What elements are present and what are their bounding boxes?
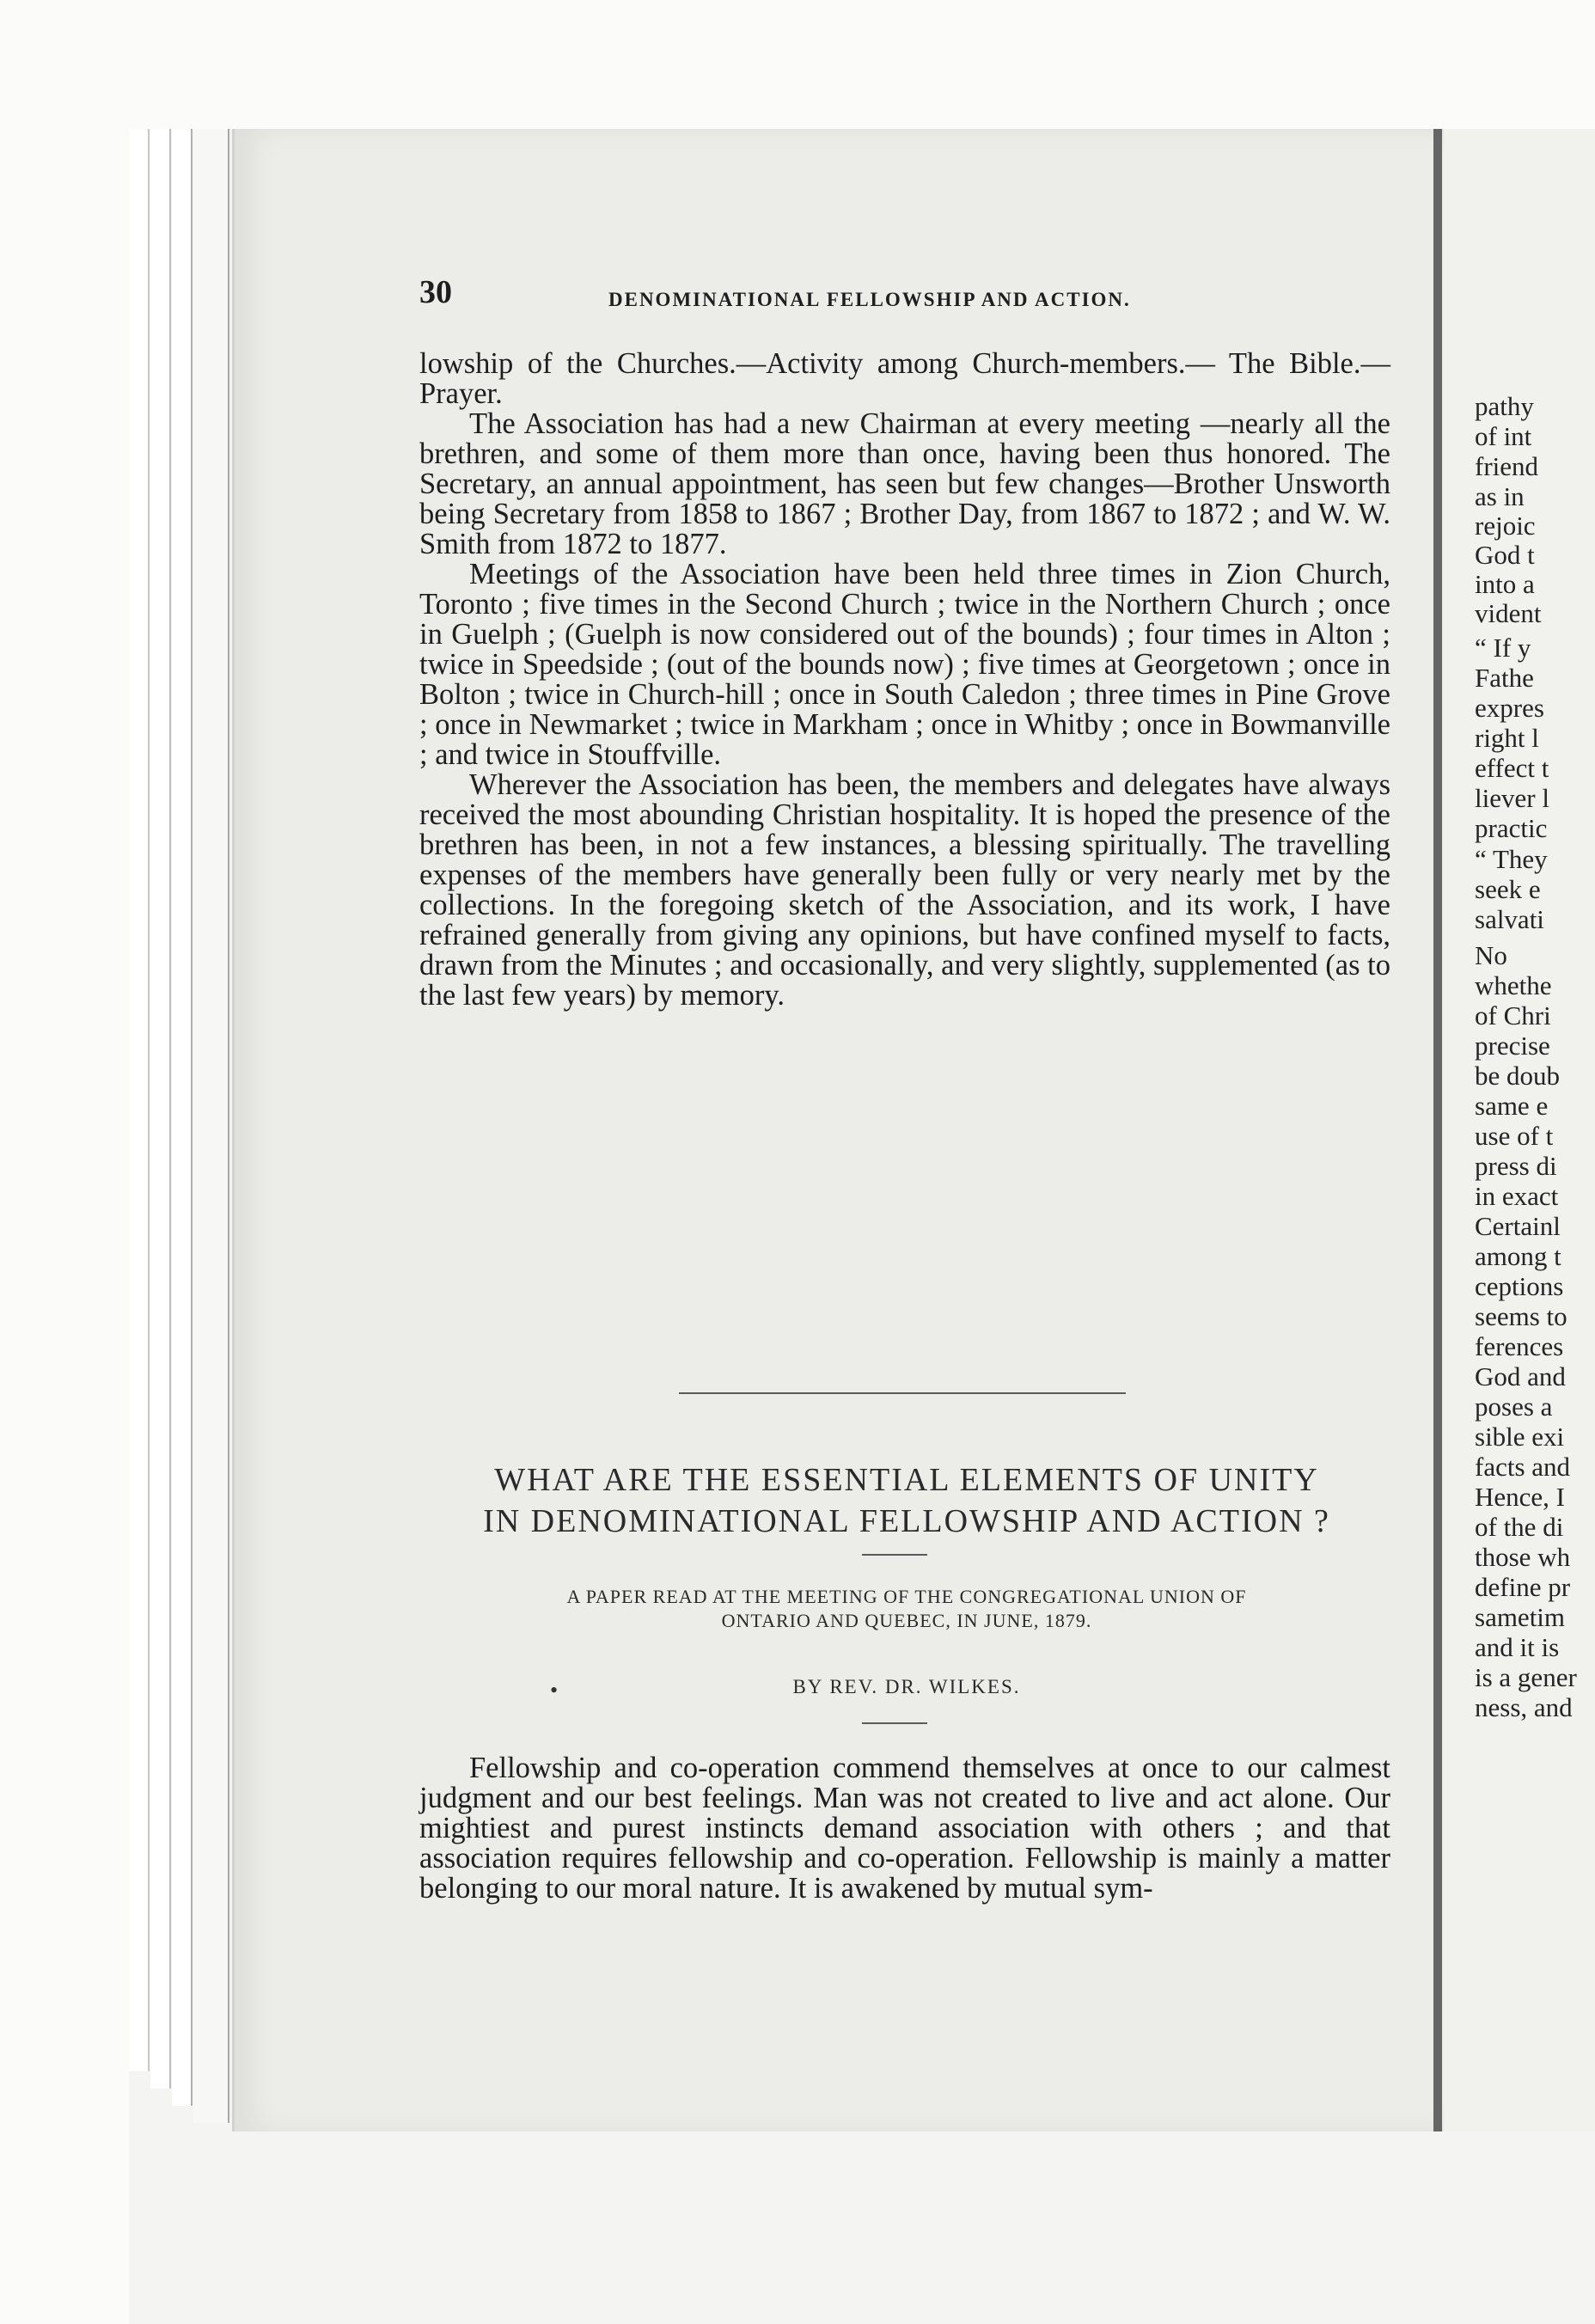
article-body <box>419 1753 1390 1904</box>
facing-page-line: into a <box>1475 569 1535 599</box>
facing-page-line: of Chri <box>1475 1000 1551 1031</box>
article-byline: BY REV. DR. WILKES. <box>792 1676 1021 1697</box>
facing-page-line: seems to <box>1475 1301 1568 1331</box>
facing-page-line: of int <box>1475 421 1532 451</box>
facing-page-line: Hence, I <box>1475 1482 1565 1512</box>
facing-page-line: effect t <box>1475 753 1549 783</box>
facing-page-line: facts and <box>1475 1452 1571 1482</box>
body-top-section <box>419 349 1390 1011</box>
facing-page-line: ness, and <box>1475 1692 1573 1722</box>
paragraph: Fellowship and co-operation commend themselves at once to our calmest judgment and our best feelings. Man was not created to live and act alone. Our mightiest and purest instincts demand association with others ; and that association requires fellowship and co-operation. Fellowship is mainly a matter belonging to our moral nature. It is awakened by mutual sym- <box>419 1752 1390 1905</box>
facing-page-line: among t <box>1475 1241 1561 1271</box>
section-divider <box>679 1392 1126 1394</box>
facing-page-line: liever l <box>1475 783 1549 813</box>
facing-page-line: ceptions <box>1475 1271 1564 1301</box>
facing-page-line: ferences <box>1475 1331 1564 1361</box>
facing-page-line: precise <box>1475 1031 1550 1061</box>
facing-page-line: as in <box>1475 481 1525 511</box>
facing-page-line: in exact <box>1475 1181 1559 1211</box>
paragraph: Wherever the Association has been, the members and delegates have always received the most abounding Christian hospitality. It is hoped the presence of the brethren has been, in not a few instances, a blessing spiritually. The travelling expenses of the members have generally been fully or very nearly met by the collections. In the foregoing sketch of the Association, and its work, I have refrained generally from giving any opinions, but have confined myself to facts, drawn from the Minutes ; and occasionally, and very slightly, supplemented (as to the last few years) by memory. <box>419 768 1390 1012</box>
facing-page-line: whethe <box>1475 970 1552 1000</box>
article-subtitle-line: A PAPER READ AT THE MEETING OF THE CONGREGATIONAL UNION OF <box>566 1586 1247 1607</box>
facing-page-line: friend <box>1475 451 1539 481</box>
facing-page-line: sible exi <box>1475 1422 1565 1452</box>
page-number: 30 <box>419 274 452 310</box>
facing-page-line: seek e <box>1475 874 1541 904</box>
facing-page-line: No <box>1475 940 1507 970</box>
article-title-line: WHAT ARE THE ESSENTIAL ELEMENTS OF UNITY <box>494 1462 1319 1498</box>
facing-page-line: define pr <box>1475 1572 1571 1602</box>
facing-page <box>1444 129 1595 2131</box>
facing-page-line: those wh <box>1475 1542 1571 1572</box>
book-gutter <box>1433 129 1442 2131</box>
book-page-edge <box>172 129 192 2106</box>
book-page-edge <box>193 129 229 2123</box>
short-rule <box>862 1554 927 1556</box>
facing-page-line: God t <box>1475 540 1535 570</box>
scan-top-margin <box>0 0 1595 129</box>
facing-page-line: practic <box>1475 813 1548 843</box>
book-page-edge <box>150 129 171 2089</box>
scan-left-margin <box>0 0 129 2324</box>
facing-page-line: same e <box>1475 1091 1549 1121</box>
facing-page-line: pathy <box>1475 391 1534 421</box>
facing-page-line: vident <box>1475 598 1542 628</box>
article-subtitle <box>430 1585 1384 1633</box>
paragraph: The Association has had a new Chairman at every meeting —nearly all the brethren, and some of them more than once, having been thus honored. The Secretary, an annual appointment, has seen but few changes—Brother Unsworth being Secretary from 1858 to 1867 ; Brother Day, from 1867 to 1872 ; and W. W. Smith from 1872 to 1877. <box>419 407 1390 560</box>
facing-page-line: Certainl <box>1475 1211 1561 1241</box>
article-title-line: IN DENOMINATIONAL FELLOWSHIP AND ACTION ? <box>483 1503 1330 1539</box>
facing-page-line: right l <box>1475 723 1539 753</box>
facing-page-line: sametim <box>1475 1602 1566 1632</box>
facing-page-line: God and <box>1475 1361 1566 1391</box>
facing-page-line: be doub <box>1475 1061 1561 1091</box>
facing-page-line: rejoic <box>1475 511 1536 541</box>
facing-page-line: expres <box>1475 693 1544 723</box>
facing-page-line: and it is <box>1475 1632 1560 1662</box>
article-subtitle-line: ONTARIO AND QUEBEC, IN JUNE, 1879. <box>721 1610 1092 1631</box>
facing-page-line: “ They <box>1475 844 1548 874</box>
facing-page-line: of the di <box>1475 1512 1564 1542</box>
facing-page-line: “ If y <box>1475 633 1531 663</box>
running-head: DENOMINATIONAL FELLOWSHIP AND ACTION. <box>608 289 1131 310</box>
facing-page-line: press di <box>1475 1151 1557 1181</box>
facing-page-line: salvati <box>1475 904 1544 934</box>
short-rule <box>862 1722 927 1724</box>
paragraph: Meetings of the Association have been held three times in Zion Church, Toronto ; five times in the Second Church ; twice in the Northern Church ; once in Guelph ; (Guelph is now considered out of the bounds) ; four times in Alton ; twice in Speedside ; (out of the bounds now) ; five times at Georgetown ; once in Bolton ; twice in Church-hill ; once in South Caledon ; three times in Pine Grove ; once in Newmarket ; twice in Markham ; once in Whitby ; once in Bowmanville ; and twice in Stouffville. <box>419 558 1390 771</box>
book-page-edge <box>129 129 150 2071</box>
facing-page-line: use of t <box>1475 1121 1554 1151</box>
facing-page-line: Fathe <box>1475 663 1534 693</box>
article-title <box>412 1459 1401 1542</box>
print-speck: • <box>550 1678 559 1703</box>
paragraph: lowship of the Churches.—Activity among Church-members.— The Bible.—Prayer. <box>419 347 1390 410</box>
facing-page-line: poses a <box>1475 1391 1553 1422</box>
facing-page-line: is a gener <box>1475 1662 1577 1692</box>
